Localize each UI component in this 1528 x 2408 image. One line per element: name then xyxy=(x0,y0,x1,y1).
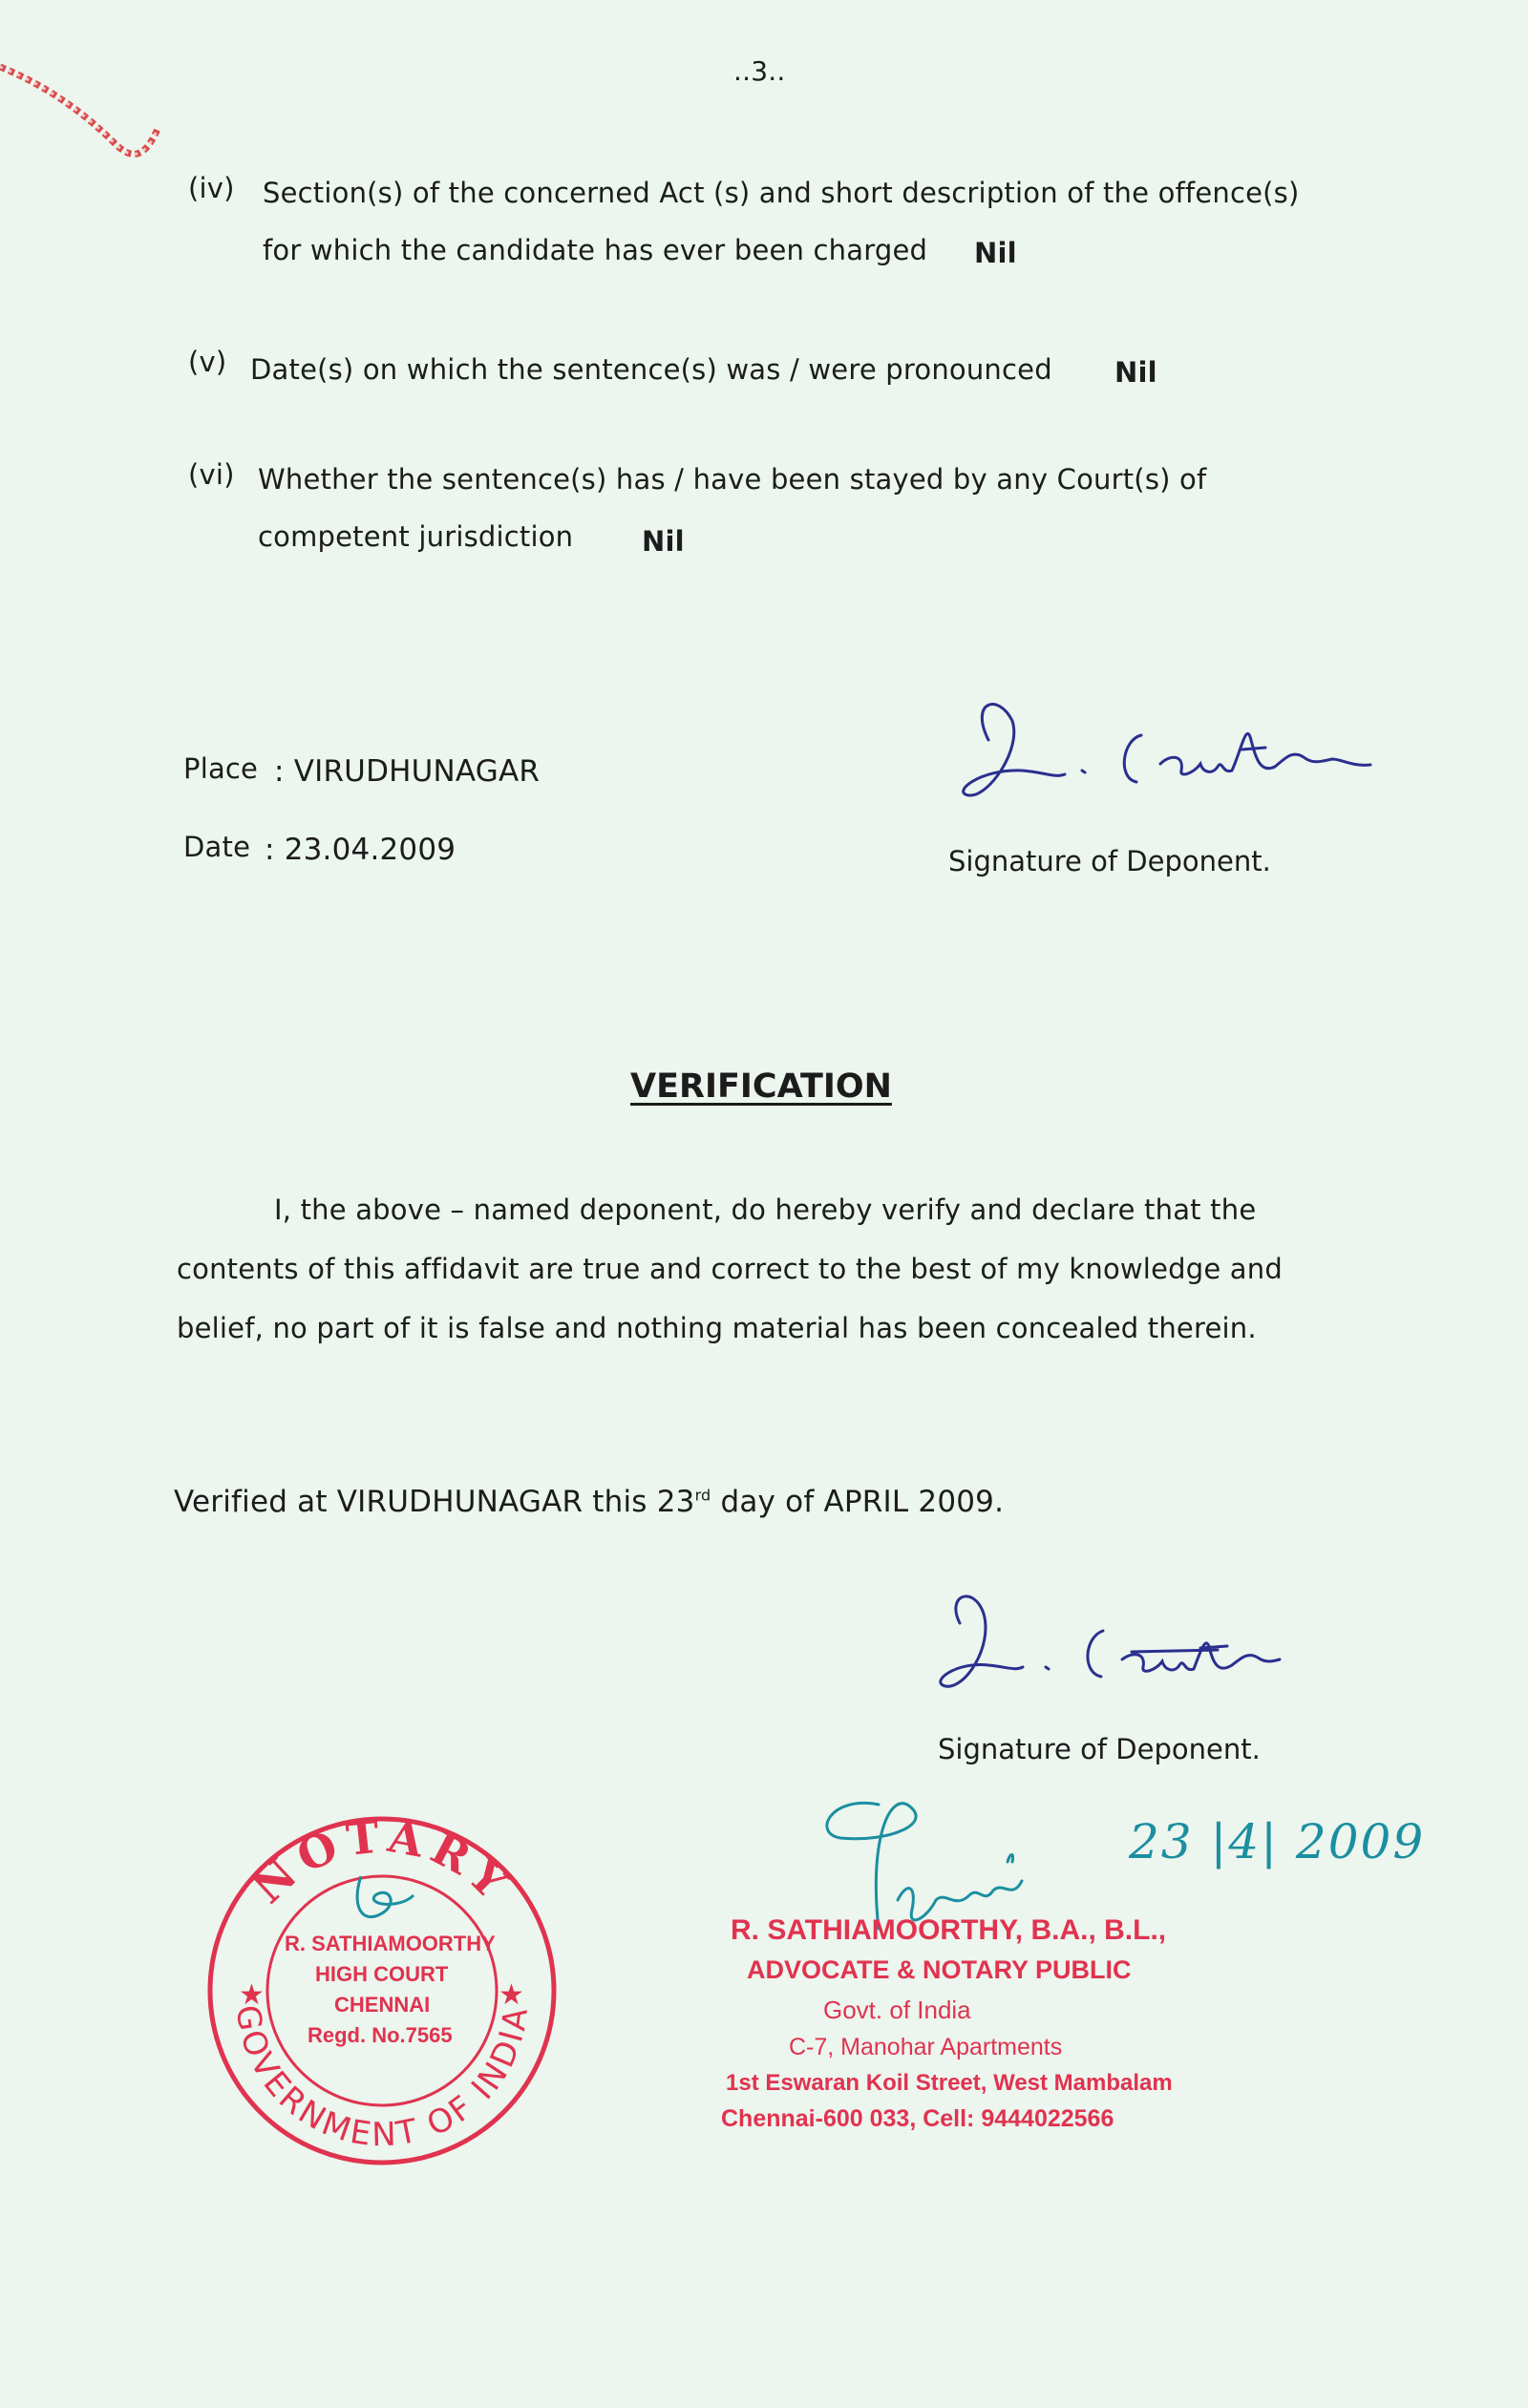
item-v-line1: Date(s) on which the sentence(s) was / were pronounced xyxy=(250,353,1052,386)
seal-initials xyxy=(342,1867,428,1933)
item-iv-line1: Section(s) of the concerned Act (s) and short description of the offence(s) xyxy=(263,177,1300,209)
place-label: Place xyxy=(183,752,259,785)
seal-line1: R. SATHIAMOORTHY xyxy=(285,1932,496,1955)
place-value: : VIRUDHUNAGAR xyxy=(274,754,541,789)
verified-at-prefix: Verified at VIRUDHUNAGAR this 23 xyxy=(174,1485,695,1519)
item-iv-value: Nil xyxy=(974,237,1017,269)
verified-at-suffix: day of APRIL 2009. xyxy=(711,1485,1005,1519)
notary-block-line1: R. SATHIAMOORTHY, B.A., B.L., xyxy=(731,1914,1167,1946)
verification-para-line2: contents of this affidavit are true and correct to the best of my knowledge and xyxy=(177,1253,1283,1285)
deponent-signature-1 xyxy=(931,683,1428,826)
item-vi-line2: competent jurisdiction xyxy=(258,520,574,553)
date-value: : 23.04.2009 xyxy=(265,833,456,867)
notary-block-line3: Govt. of India xyxy=(823,1996,971,2024)
item-vi-number: (vi) xyxy=(188,458,235,491)
page-number: ..3.. xyxy=(733,55,786,87)
verified-at-line xyxy=(174,1485,1004,1519)
seal-star-right: ★ xyxy=(499,1978,524,2012)
verified-at-sup: rd xyxy=(694,1486,711,1505)
seal-line4: Regd. No.7565 xyxy=(308,2023,453,2047)
item-iv-number: (iv) xyxy=(188,172,235,204)
verification-para-line1: I, the above – named deponent, do hereby verify and declare that the xyxy=(274,1193,1257,1226)
item-v-value: Nil xyxy=(1114,356,1157,389)
signature-label-1: Signature of Deponent. xyxy=(948,845,1271,877)
verification-heading: VERIFICATION xyxy=(630,1067,892,1106)
deponent-signature-2 xyxy=(902,1585,1380,1709)
notary-block-line2: ADVOCATE & NOTARY PUBLIC xyxy=(747,1955,1132,1984)
item-vi-line1: Whether the sentence(s) has / have been stayed by any Court(s) of xyxy=(258,463,1207,496)
signature-label-2: Signature of Deponent. xyxy=(938,1733,1261,1765)
seal-star-left: ★ xyxy=(239,1978,265,2012)
seal-top-arc: NOTARY xyxy=(242,1809,522,1914)
seal-line2: HIGH COURT xyxy=(315,1962,449,1986)
notary-seal xyxy=(201,1809,563,2172)
verification-para-line3: belief, no part of it is false and nothing material has been concealed therein. xyxy=(177,1312,1257,1344)
notary-block-line5: 1st Eswaran Koil Street, West Mambalam xyxy=(726,2070,1173,2096)
notary-block-line6: Chennai-600 033, Cell: 9444022566 xyxy=(721,2105,1114,2132)
date-label: Date xyxy=(183,831,251,863)
item-vi-value: Nil xyxy=(642,525,685,558)
item-iv-line2: for which the candidate has ever been charged xyxy=(263,234,928,266)
seal-arc-text xyxy=(201,1809,563,2172)
seal-bottom-arc: GOVERNMENT OF INDIA xyxy=(227,2002,537,2155)
handwritten-date: 23 |4| 2009 xyxy=(1129,1814,1426,1869)
item-v-number: (v) xyxy=(188,346,227,378)
seal-line3: CHENNAI xyxy=(334,1993,431,2017)
binding-string xyxy=(0,38,172,191)
notary-block-line4: C-7, Manohar Apartments xyxy=(789,2034,1063,2060)
